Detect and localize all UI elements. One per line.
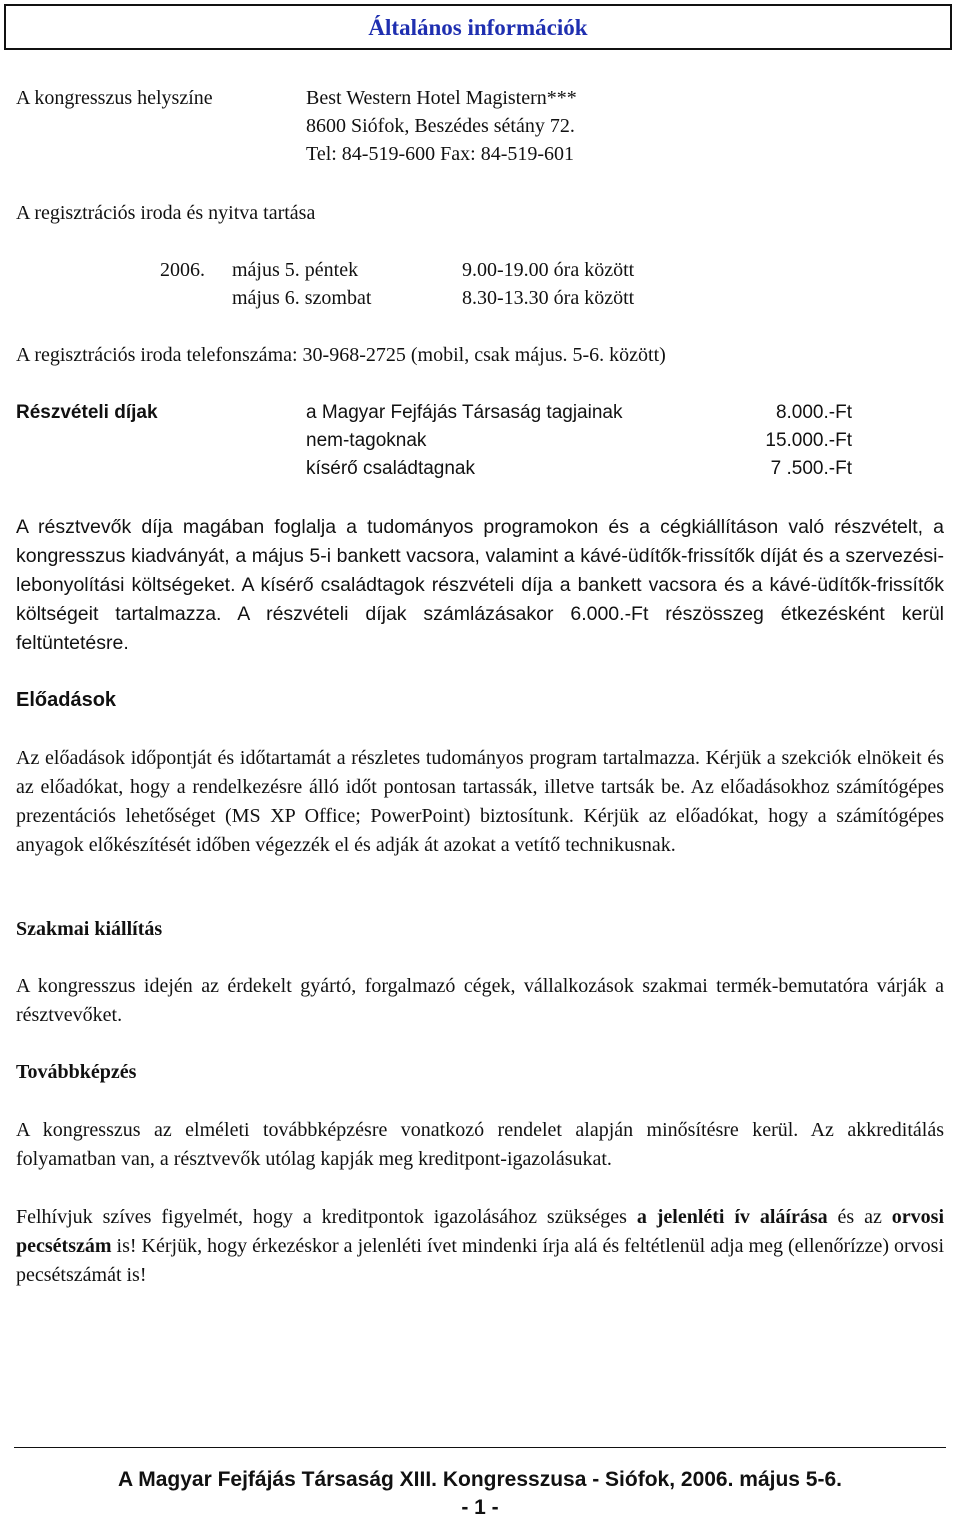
registration-day2-hours: 8.30-13.30 óra között — [462, 287, 635, 309]
page-title: Általános információk — [4, 4, 952, 50]
notice-bold-attendance: a jelenléti ív aláírása — [636, 1206, 828, 1228]
lectures-heading: Előadások — [16, 689, 117, 711]
registration-day2-date: május 6. szombat — [232, 287, 372, 309]
notice-text-2: és az — [827, 1206, 892, 1228]
notice-text-3: is! Kérjük, hogy érkezéskor a jelenléti ívet mindenki írja alá és feltétlenül adja meg (ellenőrízze) orvosi pecsétszámát is! — [16, 1235, 944, 1286]
venue-line-phone: Tel: 84-519-600 Fax: 84-519-601 — [306, 143, 575, 165]
footer-title: A Magyar Fejfájás Társaság XIII. Kongresszusa - Siófok, 2006. május 5-6. — [117, 1468, 842, 1491]
fees-description: A résztvevők díja magában foglalja a tudományos programokon és a cégkiállításon való részvételt, a kongresszus kiadványát, a május 5-i bankett vacsora, valamint a kávé-üdítők-frissítők díját és a szervezési-lebonyolítási költségeket. A kísérő családtagok részvételi díja a bankett vacsora és a kávé-üdítők-frissítők költségeit tartalmazza. A részvételi díjak számlázásakor 6.000.-Ft részösszeg étkezésként kerül feltüntetésre. — [16, 516, 944, 654]
training-heading: Továbbképzés — [16, 1061, 137, 1083]
exhibition-text: A kongresszus idején az érdekelt gyártó, forgalmazó cégek, vállalkozások szakmai termék-bemutatóra várják a résztvevőket. — [16, 975, 944, 1026]
exhibition-heading: Szakmai kiállítás — [16, 918, 163, 940]
registration-phone: A regisztrációs iroda telefonszáma: 30-968-2725 (mobil, csak május. 5-6. között) — [16, 344, 666, 366]
training-notice — [16, 1203, 944, 1290]
notice-bold-stamp: orvosi pecsétszám — [16, 1206, 944, 1257]
page-number: - 1 - — [461, 1496, 499, 1519]
notice-text-1: Felhívjuk szíves figyelmét, hogy a kreditpontok igazolásához szükséges — [16, 1206, 637, 1228]
venue-label: A kongresszus helyszíne — [16, 87, 213, 109]
registration-day1-hours: 9.00-19.00 óra között — [462, 259, 635, 281]
registration-label: A regisztrációs iroda és nyitva tartása — [16, 202, 316, 224]
training-text: A kongresszus az elméleti továbbképzésre vonatkozó rendelet alapján minősítésre kerül. Az akkreditálás folyamatban van, a résztvevők utólag kapják meg kreditpont-igazolásukat. — [16, 1119, 944, 1170]
registration-year: 2006. — [160, 259, 205, 281]
footer-divider — [14, 1447, 946, 1448]
lectures-text: Az előadások időpontját és időtartamát a részletes tudományos program tartalmazza. Kérjük a szekciók elnökeit és az előadókat, hogy a rendelkezésre álló időt pontosan tartassák, illetve tartsák be. Az előadásokhoz számítógépes prezentációs lehetőséget (MS XP Office; PowerPoint) biztosítunk. Kérjük az előadókat, hogy a számítógépes anyagok előkészítését időben végezzék el és adják át azokat a vetítő technikusnak. — [16, 747, 944, 856]
fee-amount-family: 7 .500.-Ft — [770, 458, 852, 479]
venue-line-address: 8600 Siófok, Beszédes sétány 72. — [306, 115, 575, 137]
fee-row-family: kísérő családtagnak — [306, 458, 475, 479]
fee-amount-members: 8.000.-Ft — [775, 402, 852, 423]
registration-day1-date: május 5. péntek — [232, 259, 359, 281]
fee-amount-nonmembers: 15.000.-Ft — [765, 430, 852, 451]
fee-row-nonmembers: nem-tagoknak — [306, 430, 427, 451]
venue-line-hotel: Best Western Hotel Magistern*** — [306, 87, 577, 109]
fee-row-members: a Magyar Fejfájás Társaság tagjainak — [306, 402, 623, 423]
fees-label: Részvételi díjak — [16, 402, 158, 423]
